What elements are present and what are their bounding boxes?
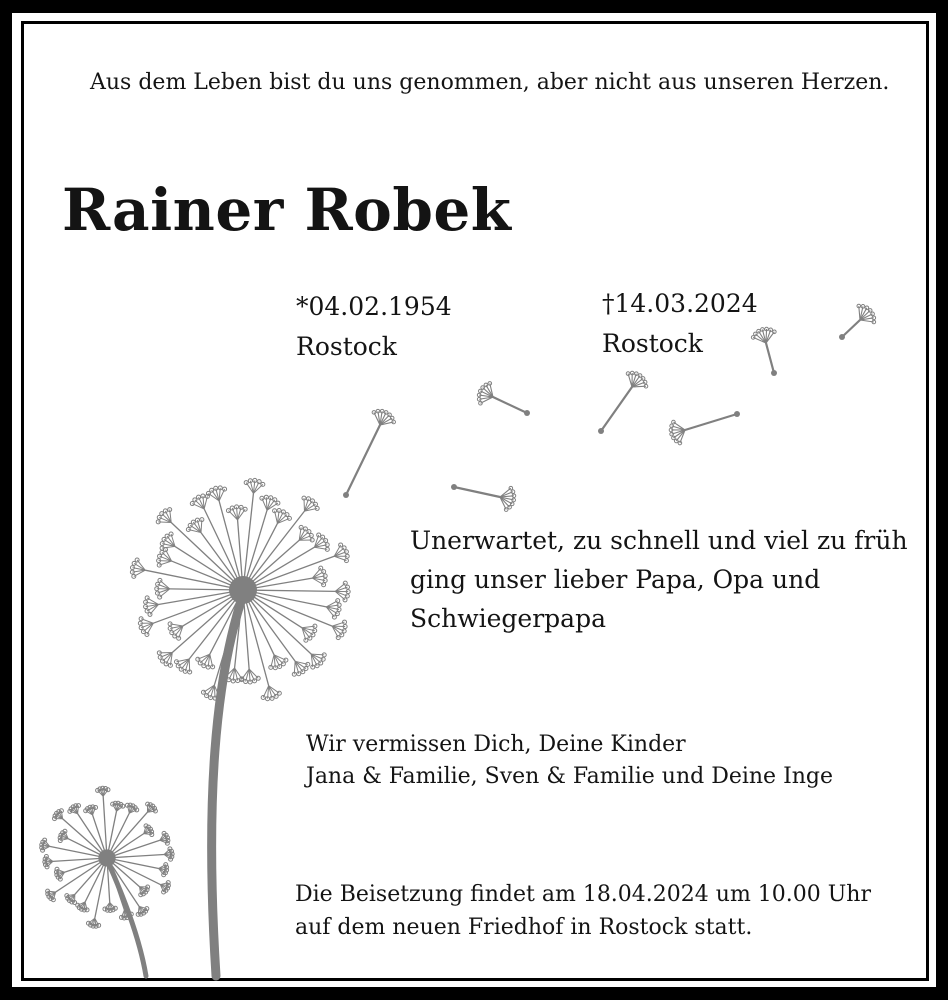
message-line: ging unser lieber Papa, Opa und	[410, 565, 821, 594]
message-line: Unerwartet, zu schnell und viel zu früh	[410, 526, 908, 555]
motto: Aus dem Leben bist du uns genommen, aber nicht aus unseren Herzen.	[90, 70, 890, 95]
birth-place: Rostock	[296, 332, 397, 361]
family-line: Wir vermissen Dich, Deine Kinder	[306, 732, 686, 757]
death-block	[602, 284, 758, 364]
death-date: †14.03.2024	[602, 289, 758, 318]
message-line: Schwiegerpapa	[410, 604, 606, 633]
family-line: Jana & Familie, Sven & Familie und Deine Inge	[306, 764, 834, 789]
funeral-info	[295, 878, 871, 944]
funeral-line: Die Beisetzung findet am 18.04.2024 um 10.00 Uhr	[295, 882, 871, 907]
death-place: Rostock	[602, 329, 703, 358]
message-text	[410, 521, 908, 638]
small-dandelion	[40, 786, 174, 976]
family-signature	[306, 729, 833, 793]
birth-block	[296, 287, 452, 367]
birth-date: *04.02.1954	[296, 292, 452, 321]
deceased-name: Rainer Robek	[62, 176, 512, 244]
funeral-line: auf dem neuen Friedhof in Rostock statt.	[295, 915, 753, 940]
